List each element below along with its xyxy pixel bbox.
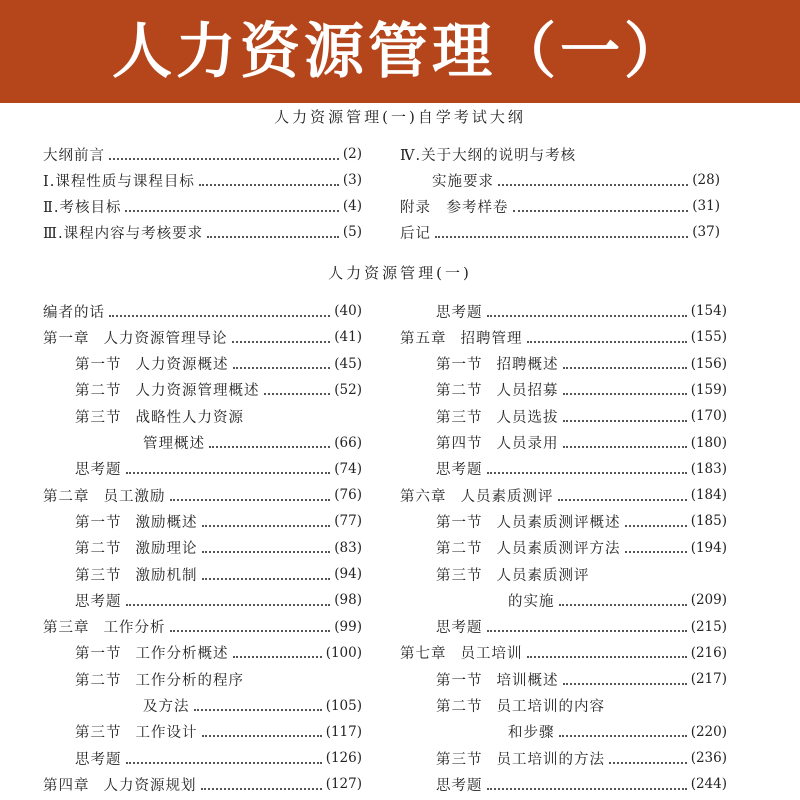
- toc-entry-label: [75, 669, 244, 690]
- toc-entry: [43, 221, 362, 243]
- toc-entry: [43, 773, 362, 795]
- toc-entry-number: 第三节: [436, 751, 483, 768]
- toc-entry-number: 第四章: [43, 777, 90, 794]
- dot-leader: [126, 761, 322, 764]
- toc-entry-label: 及方法: [143, 699, 190, 715]
- toc-entry: [75, 747, 362, 769]
- dot-leader: [513, 209, 689, 212]
- toc-entry-page: (37): [692, 224, 720, 240]
- toc-entry-page: (117): [325, 723, 362, 740]
- toc-entry-number: 第三节: [436, 567, 483, 584]
- toc-entry-number: 第一节: [436, 357, 483, 374]
- toc-entry-label: [436, 511, 621, 532]
- toc-entry-page: (183): [690, 460, 727, 477]
- toc-entry-title: 员工培训的内容: [496, 699, 605, 715]
- toc-entry-page: (126): [325, 750, 362, 767]
- dot-leader: [559, 734, 687, 737]
- toc-entry: [43, 169, 362, 191]
- toc-entry-page: (180): [690, 434, 727, 451]
- toc-entry-label: [436, 537, 621, 558]
- toc-entry-number: 第六章: [400, 488, 447, 505]
- toc-entry-title: 激励理论: [135, 541, 198, 558]
- toc-entry-label: [43, 774, 197, 795]
- toc-entry: [400, 484, 727, 506]
- dot-leader: [201, 787, 322, 790]
- toc-entry-title: 工作分析的程序: [135, 672, 244, 689]
- cover-banner: [0, 0, 800, 103]
- toc-entry-page: (99): [334, 618, 362, 635]
- dot-leader: [209, 445, 330, 448]
- toc-entry-label: [75, 379, 260, 400]
- toc-entry-title: 员工培训的方法: [496, 751, 605, 768]
- dot-leader: [170, 629, 331, 632]
- toc-entry: [143, 432, 362, 454]
- toc-entry-label: [75, 406, 244, 427]
- dot-leader: [233, 655, 322, 658]
- toc-entry: [436, 379, 727, 401]
- toc-entry-page: (209): [690, 592, 727, 609]
- toc-entry-label: 编者的话: [43, 304, 105, 321]
- toc-entry-page: (94): [334, 566, 362, 582]
- dot-leader: [487, 787, 687, 790]
- toc-entry-label: [43, 616, 166, 637]
- toc-entry-number: 第二节: [436, 541, 483, 558]
- toc-entry-number: 第一节: [75, 514, 122, 531]
- dot-leader: [233, 366, 331, 369]
- toc-entry-number: 第二节: [75, 541, 122, 558]
- dot-leader: [170, 498, 331, 501]
- toc-entry: [436, 563, 727, 585]
- toc-entry: [436, 300, 727, 322]
- toc-entry: [43, 326, 362, 348]
- toc-entry-number: 第四节: [436, 436, 483, 452]
- toc-entry: [436, 616, 727, 638]
- dot-leader: [498, 183, 688, 186]
- toc-entry-number: 第五章: [400, 330, 447, 347]
- toc-entry-label: [400, 642, 523, 663]
- dot-leader: [609, 761, 687, 764]
- dot-leader: [202, 524, 331, 527]
- toc-entry-page: (217): [690, 671, 727, 688]
- toc-entry-page: (184): [690, 487, 727, 504]
- toc-entry-title: 激励概述: [135, 514, 198, 531]
- toc-entry: [436, 432, 727, 454]
- dot-leader: [558, 498, 687, 501]
- toc-entry-page: (40): [334, 303, 362, 319]
- toc-entry-label: 实施要求: [432, 173, 494, 190]
- toc-entry: [436, 773, 727, 795]
- toc-entry: [436, 458, 727, 480]
- toc-entry-number: 第一节: [436, 514, 483, 531]
- toc-entry: [43, 484, 362, 506]
- dot-leader: [202, 550, 331, 553]
- toc-entry: [75, 642, 362, 664]
- dot-leader: [487, 314, 687, 317]
- toc-entry: [75, 721, 362, 743]
- toc-entry-number: 第三节: [436, 409, 483, 426]
- toc-entry-label: [436, 748, 605, 769]
- toc-entry-page: (77): [334, 513, 362, 530]
- toc-entry-number: 第二节: [436, 383, 483, 400]
- toc-entry-page: (66): [334, 434, 362, 451]
- toc-entry-page: (185): [690, 513, 727, 530]
- toc-entry: [400, 195, 720, 217]
- toc-entry-label: [75, 537, 198, 558]
- toc-entry-page: (170): [690, 408, 727, 425]
- toc-entry-number: 第二章: [43, 488, 90, 505]
- toc-entry-label: [43, 485, 166, 506]
- toc-entry-label: 附录 参考样卷: [400, 199, 509, 216]
- toc-entry: [400, 221, 720, 243]
- dot-leader: [559, 603, 687, 606]
- toc-entry-label: 思考题: [75, 593, 122, 610]
- toc-entry-page: (159): [690, 381, 727, 398]
- dot-leader: [199, 183, 339, 186]
- toc-entry-label: 大纲前言: [43, 147, 105, 164]
- toc-entry: [436, 353, 727, 375]
- toc-entry-page: (155): [690, 329, 727, 346]
- toc-entry: [436, 510, 727, 532]
- dot-leader: [527, 655, 687, 658]
- toc-entry-page: (31): [692, 198, 720, 214]
- toc-entry-label: [436, 432, 559, 453]
- dot-leader: [487, 471, 687, 474]
- toc-entry-label: [400, 327, 523, 348]
- toc-entry: [43, 143, 362, 165]
- toc-entry-label: [436, 406, 559, 427]
- toc-entry: [400, 143, 720, 165]
- toc-entry-title: 工作设计: [135, 725, 198, 742]
- dot-leader: [563, 445, 687, 448]
- dot-leader: [202, 577, 331, 580]
- toc-entry-title: 员工激励: [103, 488, 166, 505]
- toc-entry-number: 第一章: [43, 330, 90, 347]
- toc-entry-label: 的实施: [508, 593, 555, 610]
- toc-entry: [43, 616, 362, 638]
- toc-entry-number: 第三节: [75, 725, 122, 742]
- toc-entry-title: 人员选拔: [496, 409, 559, 426]
- toc-entry-title: 培训概述: [496, 672, 559, 689]
- toc-entry: [436, 668, 727, 690]
- toc-entry-page: (220): [690, 723, 727, 740]
- toc-entry-number: 第二节: [436, 699, 483, 715]
- toc-entry-page: (154): [690, 303, 727, 319]
- toc-entry-number: 第二节: [75, 672, 122, 689]
- toc-entry-title: 招聘管理: [460, 330, 523, 347]
- toc-entry: [75, 379, 362, 401]
- toc-entry: [75, 563, 362, 585]
- toc-entry-number: 第一节: [436, 672, 483, 689]
- dot-leader: [125, 209, 338, 212]
- toc-entry-title: 激励机制: [135, 567, 198, 584]
- dot-leader: [126, 471, 331, 474]
- toc-entry-label: 思考题: [436, 777, 483, 794]
- toc-entry-label: [75, 511, 198, 532]
- toc-entry: [75, 537, 362, 559]
- book-heading: 人力资源管理(一): [328, 264, 472, 282]
- toc-entry-page: (74): [334, 460, 362, 477]
- toc-entry: [75, 510, 362, 532]
- syllabus-heading: 人力资源管理(一)自学考试大纲: [274, 108, 526, 126]
- toc-entry-label: Ⅳ.关于大纲的说明与考核: [400, 147, 577, 164]
- dot-leader: [563, 419, 687, 422]
- dot-leader: [194, 708, 322, 711]
- toc-entry-label: 思考题: [75, 462, 122, 479]
- banner-title: 人力资源管理（一）: [112, 16, 688, 87]
- toc-entry-page: (5): [342, 224, 362, 240]
- dot-leader: [202, 734, 322, 737]
- toc-entry-label: 和步骤: [508, 725, 555, 742]
- dot-leader: [109, 157, 339, 160]
- toc-entry-title: 战略性人力资源: [135, 409, 244, 426]
- toc-entry-page: (41): [334, 329, 362, 346]
- toc-entry-page: (156): [690, 355, 727, 372]
- toc-entry-label: [75, 353, 229, 374]
- toc-entry-page: (105): [325, 697, 362, 714]
- toc-entry: [508, 589, 727, 611]
- dot-leader: [109, 314, 330, 317]
- dot-leader: [563, 682, 687, 685]
- toc-entry-label: [436, 695, 605, 716]
- toc-entry: [436, 747, 727, 769]
- toc-entry-label: Ⅱ.考核目标: [43, 199, 122, 216]
- toc-entry: [43, 300, 362, 322]
- toc-entry-title: 人员素质测评方法: [496, 541, 621, 558]
- toc-entry-label: 管理概述: [143, 436, 205, 452]
- toc-entry-label: [75, 564, 198, 585]
- toc-entry-page: (76): [334, 487, 362, 504]
- toc-entry-page: (3): [342, 172, 362, 188]
- toc-entry-page: (28): [692, 172, 720, 188]
- dot-leader: [527, 340, 687, 343]
- toc-entry-page: (98): [334, 592, 362, 609]
- toc-entry: [75, 589, 362, 611]
- toc-entry: [75, 353, 362, 375]
- toc-entry-label: [436, 669, 559, 690]
- toc-entry-page: (216): [690, 644, 727, 661]
- toc-entry-title: 人力资源管理导论: [103, 330, 228, 347]
- dot-leader: [126, 603, 331, 606]
- toc-entry: [400, 326, 727, 348]
- toc-entry-label: Ⅲ.课程内容与考核要求: [43, 225, 204, 242]
- toc-entry: [75, 458, 362, 480]
- toc-entry-page: (45): [334, 355, 362, 372]
- toc-entry: [436, 695, 727, 717]
- toc-entry-page: (83): [334, 539, 362, 556]
- toc-entry-number: 第一节: [75, 357, 122, 374]
- toc-entry-label: [436, 353, 559, 374]
- toc-entry-page: (4): [342, 198, 362, 214]
- toc-entry-title: 人力资源规划: [103, 777, 197, 794]
- toc-entry-page: (244): [690, 776, 727, 793]
- toc-entry-label: 思考题: [75, 751, 122, 768]
- toc-entry-page: (52): [334, 381, 362, 398]
- toc-entry-label: 思考题: [436, 304, 483, 321]
- toc-entry-title: 人员招募: [496, 383, 559, 400]
- toc-entry-label: [436, 564, 590, 585]
- toc-entry-title: 人力资源概述: [135, 357, 229, 374]
- toc-entry-page: (194): [690, 539, 727, 556]
- dot-leader: [487, 629, 687, 632]
- toc-entry-title: 员工培训: [460, 646, 523, 663]
- toc-entry-title: 人员素质测评概述: [496, 514, 621, 531]
- toc-entry-label: [43, 327, 228, 348]
- toc-entry-page: (215): [690, 618, 727, 635]
- toc-entry-number: 第一节: [75, 646, 122, 663]
- toc-entry-page: (100): [325, 644, 362, 661]
- toc-entry-title: 工作分析概述: [135, 646, 229, 663]
- toc-entry: [400, 642, 727, 664]
- dot-leader: [435, 235, 688, 238]
- toc-entry: [508, 721, 727, 743]
- toc-entry-number: 第二节: [75, 383, 122, 400]
- dot-leader: [563, 392, 687, 395]
- toc-entry-number: 第七章: [400, 646, 447, 663]
- toc-entry-label: [75, 721, 198, 742]
- toc-entry-label: [75, 642, 229, 663]
- toc-entry: [43, 195, 362, 217]
- toc-entry-number: 第三节: [75, 567, 122, 584]
- dot-leader: [563, 366, 687, 369]
- toc-entry-title: 人力资源管理概述: [135, 383, 260, 400]
- toc-entry-page: (2): [342, 146, 362, 162]
- toc-entry-title: 招聘概述: [496, 357, 559, 374]
- toc-entry-label: Ⅰ.课程性质与课程目标: [43, 173, 195, 190]
- dot-leader: [264, 392, 331, 395]
- toc-entry: [143, 695, 362, 717]
- toc-entry: [436, 537, 727, 559]
- toc-entry-label: [400, 485, 554, 506]
- toc-entry-title: 人员素质测评: [460, 488, 554, 505]
- toc-entry-page: (236): [690, 750, 727, 767]
- dot-leader: [625, 524, 687, 527]
- toc-entry-label: 思考题: [436, 620, 483, 637]
- toc-entry: [432, 169, 720, 191]
- toc-entry: [436, 405, 727, 427]
- toc-entry: [75, 668, 362, 690]
- dot-leader: [207, 235, 339, 238]
- toc-entry-title: 人员录用: [496, 436, 559, 452]
- toc-entry: [75, 405, 362, 427]
- dot-leader: [232, 340, 331, 343]
- toc-entry-label: 思考题: [436, 462, 483, 479]
- toc-entry-title: 人员素质测评: [496, 567, 590, 584]
- dot-leader: [625, 550, 687, 553]
- toc-entry-number: 第三章: [43, 620, 90, 637]
- toc-entry-title: 工作分析: [103, 620, 166, 637]
- toc-entry-page: (127): [325, 776, 362, 793]
- toc-entry-label: 后记: [400, 225, 431, 242]
- toc-entry-label: [436, 379, 559, 400]
- toc-entry-number: 第三节: [75, 409, 122, 426]
